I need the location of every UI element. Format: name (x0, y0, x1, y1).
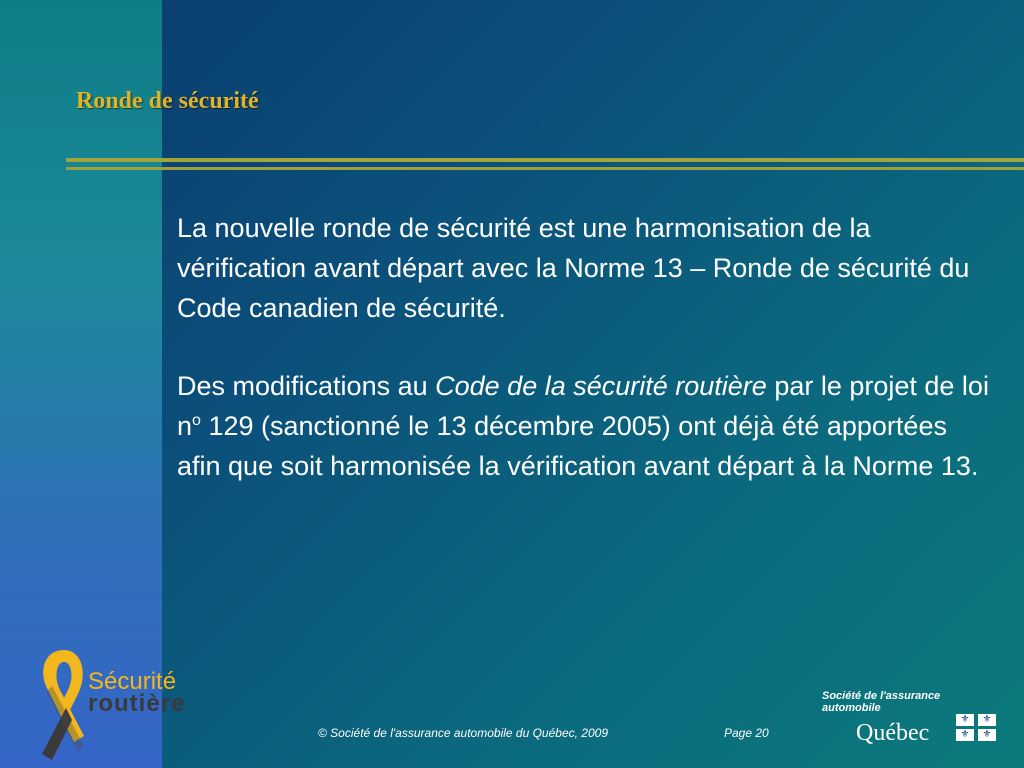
paragraph-2-text-a: Des modifications au (177, 371, 436, 401)
org-name-line2: automobile (822, 702, 881, 714)
paragraph-2-italic: Code de la sécurité routière (435, 371, 767, 401)
slide-title: Ronde de sécurité (76, 88, 259, 114)
paragraph-2 (177, 366, 992, 486)
org-name-line1: Société de l'assurance (822, 690, 941, 702)
paragraph-1: La nouvelle ronde de sécurité est une harmonisation de la vérification avant départ avec la Norme 13 – Ronde de sécurité du Code canadien de sécurité. (177, 213, 970, 323)
paragraph-2-text-b: par le projet de loi n (177, 371, 989, 441)
footer-copyright: © Société de l'assurance automobile du Québec, 2009 (318, 726, 608, 740)
securite-routiere-logo (34, 642, 214, 766)
logo-word-securite: Sécurité (88, 668, 177, 695)
slide-body (177, 208, 992, 486)
page-number: Page 20 (724, 726, 769, 740)
quebec-wordmark: Québec (856, 720, 930, 746)
logo-word-routiere: routière (88, 690, 186, 717)
fleur-de-lis-flag-icon: ⚜ ⚜ ⚜ ⚜ (956, 714, 996, 742)
paragraph-2-superscript: o (192, 412, 201, 429)
saaq-logo (822, 690, 1002, 760)
paragraph-2-text-c: 129 (sanctionné le 13 décembre 2005) ont déjà été apportées afin que soit harmonisée la vérification avant départ à la Norme 13. (177, 411, 979, 481)
title-rule-top (66, 158, 1024, 162)
title-rule-bottom (66, 167, 1024, 170)
ribbon-logo-icon (34, 642, 94, 766)
